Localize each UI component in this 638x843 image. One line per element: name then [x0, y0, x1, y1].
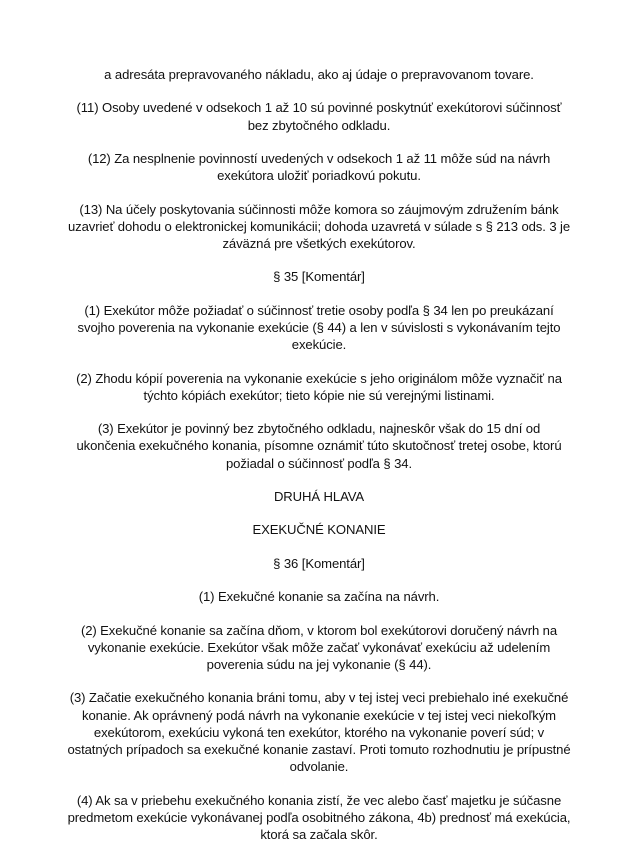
paragraph-11-continuation	[60, 66, 578, 83]
text-line: (3) Exekútor je povinný bez zbytočného odkladu, najneskôr však do 15 dní od	[97, 421, 541, 437]
section-heading-36	[60, 555, 578, 572]
text-line: vykonanie exekúcie. Exekútor však môže začať vykonávať exekúciu až udelením	[87, 639, 551, 655]
section-label: § 36 [Komentár]	[273, 555, 365, 571]
text-line: (3) Začatie exekučného konania bráni tomu, aby v tej istej veci prebiehalo iné exekučné	[69, 690, 569, 706]
text-line: predmetom exekúcie vykonávanej podľa osobitného zákona, 4b) prednosť má exekúcia,	[67, 809, 571, 825]
text-line: (4) Ak sa v priebehu exekučného konania zistí, že vec alebo časť majetku je súčasne	[76, 792, 562, 808]
text-line: (1) Exekútor môže požiadať o súčinnosť tretie osoby podľa § 34 len po preukázaní	[84, 302, 554, 318]
text-line: ktorá sa začala skôr.	[260, 826, 378, 842]
text-line: konanie. Ak oprávnený podá návrh na vykonanie exekúcie v tej istej veci niekoľkým	[82, 707, 556, 723]
text-line: týchto kópiách exekútor; tieto kópie nie sú verejnými listinami.	[143, 387, 495, 403]
paragraph-12	[60, 150, 578, 184]
text-line: (2) Exekučné konanie sa začína dňom, v ktorom bol exekútorovi doručený návrh na	[80, 622, 558, 638]
chapter-title-text: EXEKUČNÉ KONANIE	[252, 522, 386, 538]
text-line: a adresáta prepravovaného nákladu, ako aj údaje o prepravovanom tovare.	[104, 67, 534, 82]
paragraph-36-3	[60, 689, 578, 775]
paragraph-11	[60, 99, 578, 133]
paragraph-35-1	[60, 302, 578, 354]
paragraph-36-4	[60, 792, 578, 843]
text-line: (1) Exekučné konanie sa začína na návrh.	[198, 589, 440, 605]
text-line: exekútora uložiť poriadkovú pokutu.	[217, 168, 421, 184]
text-line: (13) Na účely poskytovania súčinnosti môže komora so záujmovým združením bánk	[79, 201, 559, 217]
text-line: požiadal o súčinnosť podľa § 34.	[225, 455, 413, 471]
paragraph-36-1	[60, 588, 578, 605]
chapter-title	[60, 521, 578, 538]
paragraph-35-3	[60, 420, 578, 472]
section-label: § 35 [Komentár]	[273, 269, 365, 285]
text-line: (2) Zhodu kópií poverenia na vykonanie exekúcie s jeho originálom môže vyznačiť na	[76, 370, 562, 386]
chapter-heading	[60, 488, 578, 505]
text-line: bez zbytočného odkladu.	[247, 117, 391, 133]
text-line: ostatných prípadoch sa exekučné konanie zastaví. Proti tomuto rozhodnutiu je prípustné	[67, 741, 571, 757]
text-line: poverenia súdu na jej vykonanie (§ 44).	[206, 656, 432, 672]
text-line: (11) Osoby uvedené v odsekoch 1 až 10 sú povinné poskytnúť exekútorovi súčinnosť	[76, 100, 562, 116]
text-line: (12) Za nesplnenie povinností uvedených v odsekoch 1 až 11 môže súd na návrh	[87, 150, 551, 166]
chapter-label: DRUHÁ HLAVA	[273, 488, 365, 504]
text-line: uzavrieť dohodu o elektronickej komunikácii; dohoda uzavretá v súlade s § 213 ods. 3 je	[67, 218, 571, 234]
text-line: exekúcie.	[291, 337, 347, 353]
paragraph-36-2	[60, 622, 578, 674]
section-heading-35	[60, 268, 578, 285]
text-line: exekútorom, exekúciu vykoná ten exekútor, ktorého na vykonanie poverí súd; v	[93, 724, 545, 740]
text-line: svojho poverenia na vykonanie exekúcie (§ 44) a len v súvislosti s vykonávaním tejto	[77, 319, 561, 335]
text-line: záväzná pre všetkých exekútorov.	[222, 235, 416, 251]
paragraph-13	[60, 201, 578, 253]
text-line: odvolanie.	[289, 759, 349, 775]
text-line: ukončenia exekučného konania, písomne oznámiť túto skutočnosť tretej osobe, ktorú	[76, 438, 562, 454]
paragraph-35-2	[60, 370, 578, 404]
